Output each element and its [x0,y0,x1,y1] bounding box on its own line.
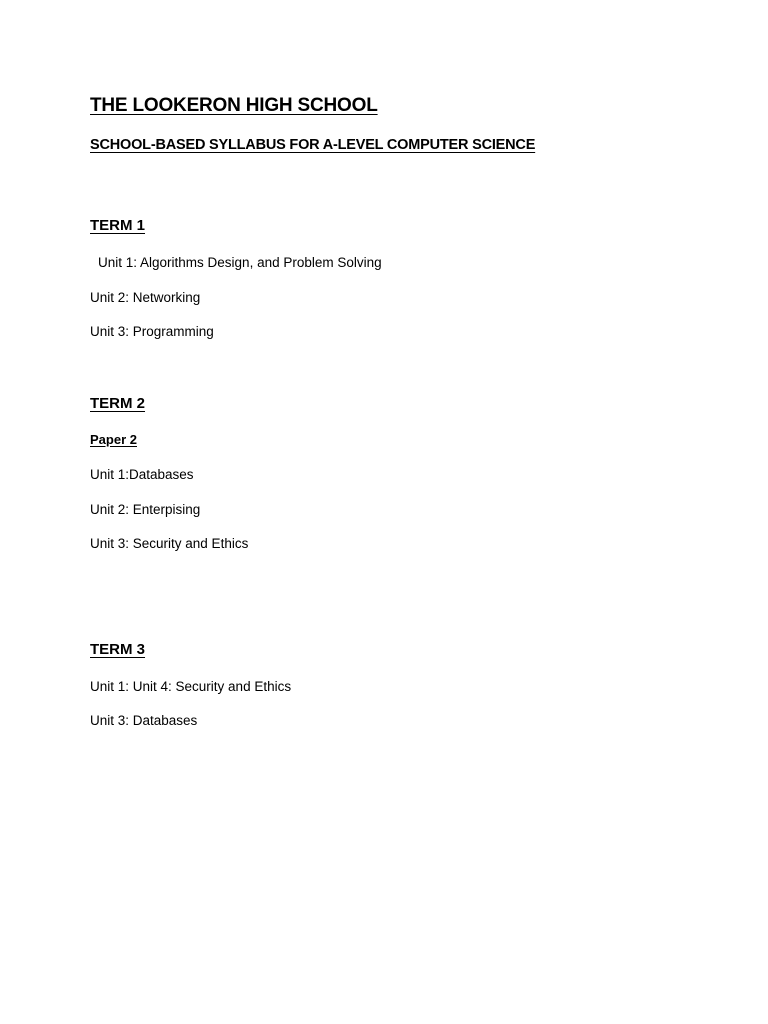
term-1-unit-1: Unit 1: Algorithms Design, and Problem Solving [98,255,382,270]
school-title: THE LOOKERON HIGH SCHOOL [90,95,378,116]
term-2-heading: TERM 2 [90,395,146,412]
term-2-unit-3: Unit 3: Security and Ethics [90,536,249,551]
term-3-unit-1: Unit 1: Unit 4: Security and Ethics [90,679,292,694]
term-1-unit-2: Unit 2: Networking [90,290,201,305]
term-3-heading: TERM 3 [90,641,146,658]
term-1-unit-3: Unit 3: Programming [90,324,214,339]
term-1-heading: TERM 1 [90,217,146,234]
term-2-paper-label: Paper 2 [90,432,137,447]
term-2-unit-2: Unit 2: Enterpising [90,502,201,517]
syllabus-subtitle: SCHOOL-BASED SYLLABUS FOR A-LEVEL COMPUTER SCIENCE [90,137,536,153]
term-2-unit-1: Unit 1:Databases [90,467,194,482]
term-3-unit-2: Unit 3: Databases [90,713,198,728]
